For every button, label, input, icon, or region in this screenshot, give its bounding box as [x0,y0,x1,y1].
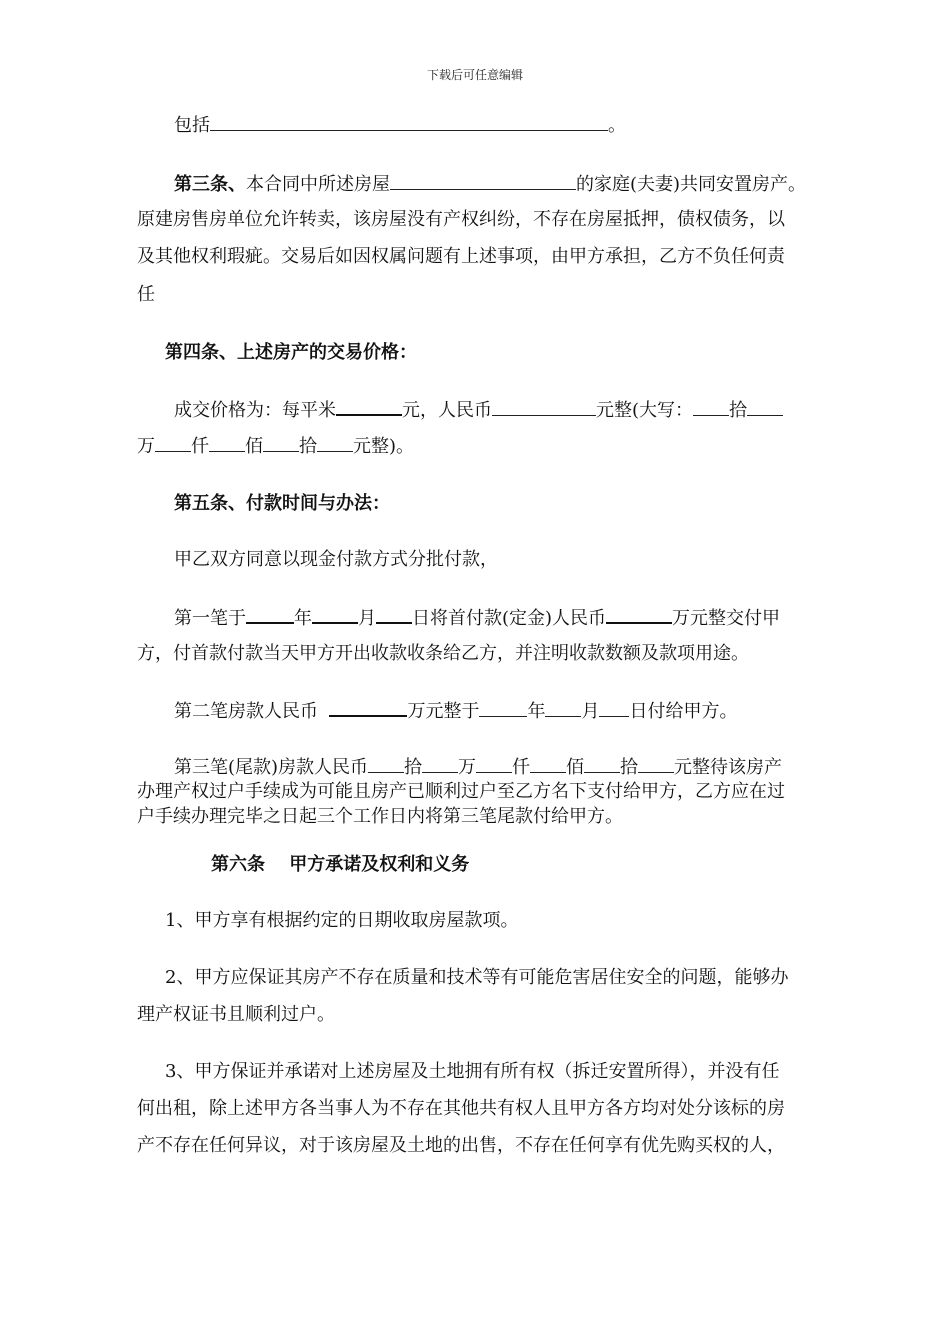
price-blank-4[interactable] [209,433,245,452]
pay3-text-e: 佰 [566,757,585,778]
price-blank-3[interactable] [155,433,191,452]
pay1-amount-blank[interactable] [606,604,672,624]
price-text-d: 拾 [729,400,748,421]
pay3-text-g: 元整待该房产 [674,757,783,778]
pay1-text-b: 年 [294,608,312,629]
art6-item3-line3: 产不存在任何异议，对于该房屋及土地的出售，不存在任何享有优先购买权的人， [137,1135,785,1156]
art3-line4: 任 [137,284,155,305]
art3-text-b: 的家庭(夫妻)共同安置房产。 [576,174,807,195]
price-text-e: 万 [137,436,155,457]
pay1-month-blank[interactable] [312,604,358,624]
pay2-line [174,697,737,725]
include-line [174,112,626,139]
pay1-day-blank[interactable] [376,604,412,624]
include-suffix: 。 [608,115,626,136]
pay3-line2: 办理产权过户手续成为可能且房产已顺利过户至乙方名下支付给甲方，乙方应在过 [137,781,785,802]
price-text-b: 元，人民币 [402,400,492,421]
pay3-blank-1[interactable] [368,754,404,773]
pay1-year-blank[interactable] [246,604,294,624]
pay1-text-d: 日将首付款(定金)人民币 [412,608,607,629]
pay1-text-a: 第一笔于 [174,608,246,629]
price-text-g: 佰 [245,436,263,457]
pay3-blank-4[interactable] [530,754,566,773]
pay3-line3: 户手续办理完毕之日起三个工作日内将第三笔尾款付给甲方。 [137,806,623,827]
price-text-c: 元整(大写： [596,400,694,421]
art6-item3-line2: 何出租，除上述甲方各当事人为不存在其他共有权人且甲方各方均对处分该标的房 [137,1098,785,1119]
pay3-text-a: 第三笔(尾款)房款人民币 [174,757,369,778]
art6-item3-line1: 3、甲方保证并承诺对上述房屋及土地拥有所有权（拆迁安置所得），并没有任 [165,1061,780,1082]
art6-title: 第六条 甲方承诺及权利和义务 [211,854,470,875]
art3-line2: 原建房售房单位允许转卖，该房屋没有产权纠纷，不存在房屋抵押，债权债务，以 [137,209,785,230]
price-line2 [137,433,414,460]
art3-line3: 及其他权利瑕疵。交易后如因权属问题有上述事项，由甲方承担，乙方不负任何责 [137,246,785,267]
pay2-text-c: 年 [527,701,546,722]
price-blank-1[interactable] [693,397,729,416]
art5-title: 第五条、付款时间与办法： [174,493,390,514]
price-text-i: 元整)。 [353,436,415,457]
include-blank[interactable] [210,112,608,131]
pay3-line1 [174,754,782,781]
pay3-text-b: 拾 [404,757,423,778]
pay2-text-b: 万元整于 [407,701,480,722]
price-rmb-blank[interactable] [492,397,596,416]
art5-intro: 甲乙双方同意以现金付款方式分批付款， [174,549,498,570]
price-text-a: 成交价格为：每平米 [174,400,336,421]
pay3-blank-5[interactable] [584,754,620,773]
pay1-text-e: 万元整交付甲 [672,608,781,629]
pay3-text-d: 仟 [512,757,531,778]
price-blank-2[interactable] [747,397,783,416]
art6-item2-line1: 2、甲方应保证其房产不存在质量和技术等有可能危害居住安全的问题，能够办 [165,967,789,988]
price-text-h: 拾 [299,436,317,457]
art3-text-a: 本合同中所述房屋 [246,174,390,195]
art4-title: 第四条、上述房产的交易价格： [165,342,417,363]
pay2-year-blank[interactable] [479,698,527,717]
pay2-amount-blank[interactable] [329,697,407,717]
pay3-text-c: 万 [458,757,477,778]
pay2-text-e: 日付给甲方。 [629,701,738,722]
pay3-blank-6[interactable] [638,754,674,773]
pay2-text-a: 第二笔房款人民币 [174,701,318,722]
price-blank-5[interactable] [263,433,299,452]
art6-item2-line2: 理产权证书且顺利过户。 [137,1004,335,1025]
art3-house-blank[interactable] [390,171,576,190]
pay3-blank-3[interactable] [476,754,512,773]
art3-title: 第三条、 [174,174,246,195]
art6-item1: 1、甲方享有根据约定的日期收取房屋款项。 [165,910,519,931]
price-per-sqm-blank[interactable] [336,396,402,416]
pay1-line2: 方，付首款付款当天甲方开出收款收条给乙方，并注明收款数额及款项用途。 [137,643,749,664]
price-text-f: 仟 [191,436,209,457]
pay1-line1 [174,604,780,632]
art3-line1 [174,171,806,198]
pay3-text-f: 拾 [620,757,639,778]
price-line1 [174,396,783,424]
include-prefix: 包括 [174,115,210,136]
price-blank-6[interactable] [317,433,353,452]
pay3-blank-2[interactable] [422,754,458,773]
pay2-month-blank[interactable] [545,698,581,717]
pay1-text-c: 月 [358,608,376,629]
pay2-text-d: 月 [581,701,600,722]
pay2-day-blank[interactable] [599,698,629,717]
page-header: 下载后可任意编辑 [426,68,523,82]
